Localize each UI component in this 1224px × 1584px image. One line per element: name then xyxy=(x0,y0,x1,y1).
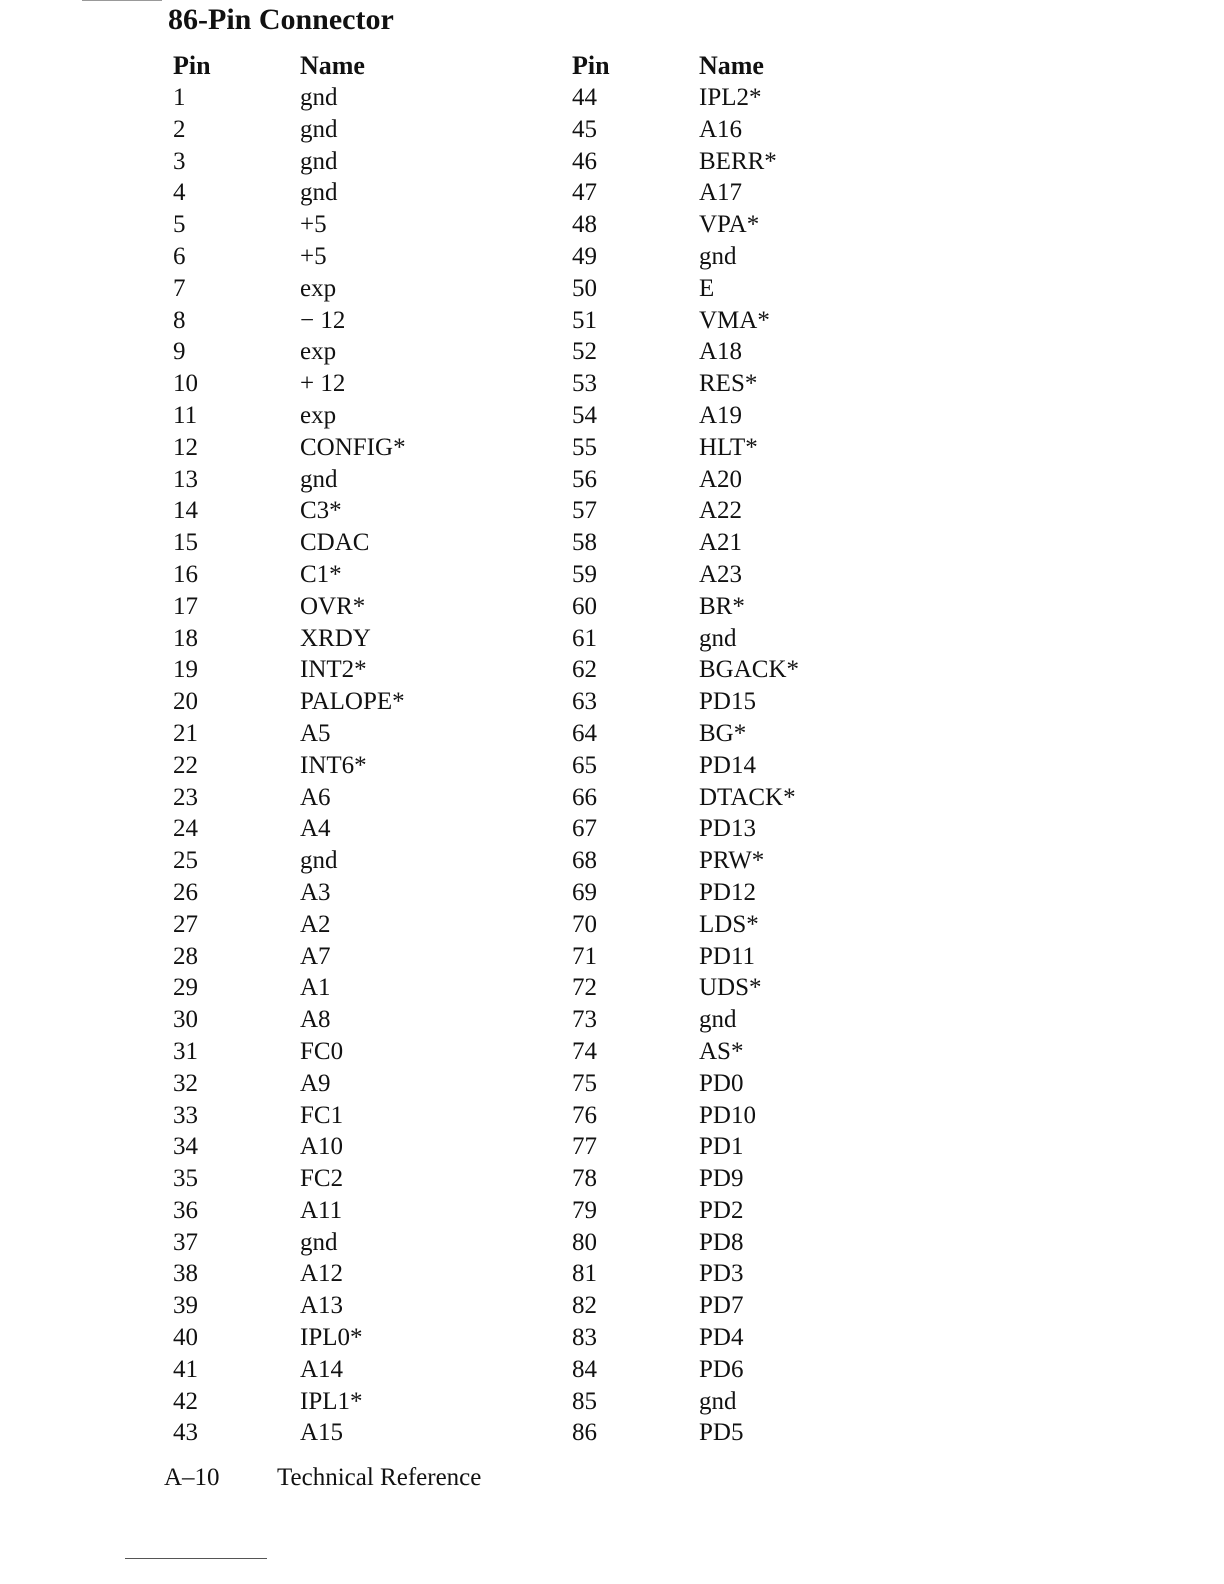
signal-name: BERR* xyxy=(699,147,777,175)
pin-number: 3 xyxy=(173,147,186,175)
pin-number: 67 xyxy=(572,815,597,843)
pin-number: 12 xyxy=(173,433,198,461)
signal-name: PD7 xyxy=(699,1292,744,1320)
pin-number: 44 xyxy=(572,84,597,111)
pin-number: 17 xyxy=(173,592,198,620)
signal-name: XRDY xyxy=(300,624,371,652)
table-row xyxy=(572,1386,952,1418)
table-row xyxy=(173,877,553,909)
pin-number: 24 xyxy=(173,815,198,843)
signal-name: +5 xyxy=(300,211,327,239)
table-row xyxy=(572,177,952,209)
pin-number: 64 xyxy=(572,719,597,747)
table-row xyxy=(572,146,952,178)
table-row xyxy=(173,1195,553,1227)
signal-name: PD4 xyxy=(699,1324,744,1352)
signal-name: A6 xyxy=(300,783,331,811)
table-row xyxy=(572,1036,952,1068)
signal-name: FC1 xyxy=(300,1101,344,1129)
signal-name: HLT* xyxy=(699,433,758,461)
signal-name: gnd xyxy=(300,1228,338,1256)
pin-number: 82 xyxy=(572,1292,597,1320)
pin-number: 23 xyxy=(173,783,198,811)
signal-name: DTACK* xyxy=(699,783,796,811)
footer-document-title: Technical Reference xyxy=(277,1464,482,1491)
footer-page-number: A–10 xyxy=(164,1464,220,1491)
signal-name: INT6* xyxy=(300,751,367,779)
name-column-header: Name xyxy=(699,51,764,80)
signal-name: PD10 xyxy=(699,1101,756,1129)
table-row xyxy=(173,400,553,432)
pin-number: 84 xyxy=(572,1355,597,1383)
signal-name: PD11 xyxy=(699,942,756,970)
signal-name: gnd xyxy=(699,1006,737,1034)
signal-name: PRW* xyxy=(699,847,765,875)
pin-number: 86 xyxy=(572,1419,597,1447)
signal-name: exp xyxy=(300,338,337,366)
table-row xyxy=(572,654,952,686)
pin-number: 77 xyxy=(572,1133,597,1161)
bottom-rule xyxy=(125,1558,267,1559)
signal-name: FC2 xyxy=(300,1165,344,1193)
pin-column-header: Pin xyxy=(173,51,211,80)
pin-number: 45 xyxy=(572,115,597,143)
table-row xyxy=(173,1227,553,1259)
signal-name: gnd xyxy=(300,465,338,493)
pin-number: 2 xyxy=(173,115,186,143)
table-row xyxy=(173,941,553,973)
signal-name: IPL1* xyxy=(300,1387,363,1415)
signal-name: OVR* xyxy=(300,592,366,620)
table-row xyxy=(572,305,952,337)
pin-number: 29 xyxy=(173,974,198,1002)
signal-name: A18 xyxy=(699,338,743,366)
pin-number: 39 xyxy=(173,1292,198,1320)
table-body-left xyxy=(173,82,553,1449)
table-row xyxy=(173,782,553,814)
pin-number: 19 xyxy=(173,656,198,684)
pin-number: 71 xyxy=(572,942,597,970)
signal-name: CDAC xyxy=(300,529,370,557)
signal-name: A1 xyxy=(300,974,331,1002)
table-row xyxy=(173,1068,553,1100)
pin-number: 5 xyxy=(173,211,186,239)
signal-name: A23 xyxy=(699,560,743,588)
signal-name: gnd xyxy=(699,624,737,652)
table-row xyxy=(572,82,952,114)
signal-name: BG* xyxy=(699,719,747,747)
signal-name: A13 xyxy=(300,1292,344,1320)
table-row xyxy=(572,432,952,464)
signal-name: gnd xyxy=(300,147,338,175)
table-row xyxy=(572,559,952,591)
table-row xyxy=(572,591,952,623)
table-row xyxy=(572,813,952,845)
table-row xyxy=(173,654,553,686)
table-row xyxy=(173,1417,553,1449)
signal-name: IPL0* xyxy=(300,1324,363,1352)
table-row xyxy=(572,114,952,146)
signal-name: gnd xyxy=(300,847,338,875)
table-row xyxy=(173,1004,553,1036)
pin-number: 48 xyxy=(572,211,597,239)
table-row xyxy=(572,941,952,973)
pin-number: 34 xyxy=(173,1133,198,1161)
pin-number: 61 xyxy=(572,624,597,652)
table-row xyxy=(572,527,952,559)
table-row xyxy=(173,813,553,845)
signal-name: INT2* xyxy=(300,656,367,684)
signal-name: A14 xyxy=(300,1355,344,1383)
pin-number: 62 xyxy=(572,656,597,684)
pin-number: 13 xyxy=(173,465,198,493)
signal-name: A8 xyxy=(300,1006,331,1034)
table-row xyxy=(572,623,952,655)
pin-number: 22 xyxy=(173,751,198,779)
table-row xyxy=(173,1258,553,1290)
signal-name: IPL2* xyxy=(699,84,762,111)
pin-number: 70 xyxy=(572,910,597,938)
signal-name: PD9 xyxy=(699,1165,744,1193)
pin-number: 26 xyxy=(173,878,198,906)
table-row xyxy=(572,241,952,273)
table-row xyxy=(173,432,553,464)
table-row xyxy=(572,1417,952,1449)
signal-name: E xyxy=(699,274,715,302)
pin-table-right xyxy=(572,50,952,1449)
pin-number: 15 xyxy=(173,529,198,557)
pin-number: 53 xyxy=(572,370,597,398)
table-row xyxy=(173,273,553,305)
table-row xyxy=(572,750,952,782)
table-row xyxy=(173,464,553,496)
pin-number: 36 xyxy=(173,1196,198,1224)
table-row xyxy=(173,1036,553,1068)
table-row xyxy=(173,305,553,337)
pin-number: 50 xyxy=(572,274,597,302)
table-row xyxy=(572,909,952,941)
table-row xyxy=(572,1004,952,1036)
pin-number: 42 xyxy=(173,1387,198,1415)
pin-number: 60 xyxy=(572,592,597,620)
table-row xyxy=(572,877,952,909)
pin-number: 83 xyxy=(572,1324,597,1352)
pin-number: 38 xyxy=(173,1260,198,1288)
pin-number: 9 xyxy=(173,338,186,366)
signal-name: BGACK* xyxy=(699,656,800,684)
signal-name: PD0 xyxy=(699,1069,744,1097)
pin-number: 10 xyxy=(173,370,198,398)
pin-number: 11 xyxy=(173,401,198,429)
table-body-right xyxy=(572,82,952,1449)
table-row xyxy=(173,591,553,623)
pin-number: 78 xyxy=(572,1165,597,1193)
table-row xyxy=(572,972,952,1004)
pin-number: 20 xyxy=(173,688,198,716)
table-row xyxy=(572,845,952,877)
pin-number: 35 xyxy=(173,1165,198,1193)
pin-number: 33 xyxy=(173,1101,198,1129)
pin-number: 74 xyxy=(572,1037,597,1065)
pin-number: 58 xyxy=(572,529,597,557)
pin-number: 76 xyxy=(572,1101,597,1129)
table-row xyxy=(572,1100,952,1132)
signal-name: VPA* xyxy=(699,211,760,239)
pin-number: 52 xyxy=(572,338,597,366)
table-row xyxy=(173,1386,553,1418)
signal-name: RES* xyxy=(699,370,758,398)
table-row xyxy=(173,368,553,400)
pin-number: 8 xyxy=(173,306,186,334)
pin-number: 51 xyxy=(572,306,597,334)
table-row xyxy=(173,114,553,146)
signal-name: A2 xyxy=(300,910,331,938)
pin-number: 54 xyxy=(572,401,597,429)
signal-name: +5 xyxy=(300,242,327,270)
signal-name: PD1 xyxy=(699,1133,744,1161)
table-row xyxy=(572,1131,952,1163)
signal-name: A11 xyxy=(300,1196,343,1224)
pin-number: 25 xyxy=(173,847,198,875)
table-row xyxy=(173,845,553,877)
pin-number: 68 xyxy=(572,847,597,875)
table-row xyxy=(173,686,553,718)
table-row xyxy=(173,972,553,1004)
pin-number: 73 xyxy=(572,1006,597,1034)
pin-number: 16 xyxy=(173,560,198,588)
table-row xyxy=(572,782,952,814)
page-title: 86-Pin Connector xyxy=(168,3,394,36)
signal-name: FC0 xyxy=(300,1037,344,1065)
table-row xyxy=(572,1227,952,1259)
pin-number: 75 xyxy=(572,1069,597,1097)
signal-name: PALOPE* xyxy=(300,688,405,716)
table-row xyxy=(173,750,553,782)
table-row xyxy=(173,1100,553,1132)
signal-name: LDS* xyxy=(699,910,759,938)
signal-name: PD13 xyxy=(699,815,756,843)
pin-number: 80 xyxy=(572,1228,597,1256)
table-row xyxy=(572,1258,952,1290)
signal-name: gnd xyxy=(300,179,338,207)
pin-number: 1 xyxy=(173,84,186,111)
table-row xyxy=(173,1131,553,1163)
pin-number: 46 xyxy=(572,147,597,175)
pin-number: 56 xyxy=(572,465,597,493)
table-row xyxy=(572,368,952,400)
pin-column-header: Pin xyxy=(572,51,610,80)
pin-number: 41 xyxy=(173,1355,198,1383)
signal-name: A7 xyxy=(300,942,331,970)
table-row xyxy=(173,623,553,655)
table-row xyxy=(572,686,952,718)
signal-name: gnd xyxy=(699,1387,737,1415)
pin-number: 40 xyxy=(173,1324,198,1352)
signal-name: PD14 xyxy=(699,751,756,779)
table-row xyxy=(173,336,553,368)
table-row xyxy=(572,273,952,305)
signal-name: PD12 xyxy=(699,878,756,906)
pin-number: 21 xyxy=(173,719,198,747)
pin-number: 49 xyxy=(572,242,597,270)
pin-number: 14 xyxy=(173,497,198,525)
pin-number: 79 xyxy=(572,1196,597,1224)
table-row xyxy=(173,909,553,941)
pin-number: 47 xyxy=(572,179,597,207)
signal-name: A3 xyxy=(300,878,331,906)
table-row xyxy=(572,1068,952,1100)
signal-name: CONFIG* xyxy=(300,433,406,461)
table-row xyxy=(572,1195,952,1227)
table-row xyxy=(173,241,553,273)
signal-name: PD8 xyxy=(699,1228,744,1256)
signal-name: A17 xyxy=(699,179,743,207)
pin-number: 6 xyxy=(173,242,186,270)
signal-name: A22 xyxy=(699,497,743,525)
table-row xyxy=(572,718,952,750)
table-row xyxy=(572,495,952,527)
table-row xyxy=(572,1290,952,1322)
signal-name: UDS* xyxy=(699,974,762,1002)
signal-name: A10 xyxy=(300,1133,344,1161)
signal-name: exp xyxy=(300,274,337,302)
pin-number: 81 xyxy=(572,1260,597,1288)
signal-name: A21 xyxy=(699,529,743,557)
signal-name: AS* xyxy=(699,1037,744,1065)
table-row xyxy=(173,1354,553,1386)
signal-name: PD3 xyxy=(699,1260,744,1288)
pin-number: 72 xyxy=(572,974,597,1002)
signal-name: exp xyxy=(300,401,337,429)
signal-name: C1* xyxy=(300,560,342,588)
signal-name: C3* xyxy=(300,497,342,525)
table-row xyxy=(173,1290,553,1322)
pin-number: 7 xyxy=(173,274,186,302)
table-row xyxy=(572,1163,952,1195)
pin-number: 28 xyxy=(173,942,198,970)
pin-number: 30 xyxy=(173,1006,198,1034)
signal-name: A5 xyxy=(300,719,331,747)
signal-name: VMA* xyxy=(699,306,770,334)
pin-number: 31 xyxy=(173,1037,198,1065)
table-row xyxy=(572,1354,952,1386)
table-row xyxy=(173,1322,553,1354)
signal-name: A19 xyxy=(699,401,743,429)
signal-name: gnd xyxy=(699,242,737,270)
pin-number: 66 xyxy=(572,783,597,811)
signal-name: BR* xyxy=(699,592,745,620)
signal-name: gnd xyxy=(300,84,338,111)
pin-number: 37 xyxy=(173,1228,198,1256)
signal-name: gnd xyxy=(300,115,338,143)
pin-number: 59 xyxy=(572,560,597,588)
pin-table-left xyxy=(173,50,553,1449)
pin-number: 43 xyxy=(173,1419,198,1447)
table-header xyxy=(173,50,553,82)
pin-number: 57 xyxy=(572,497,597,525)
table-row xyxy=(173,718,553,750)
pin-number: 85 xyxy=(572,1387,597,1415)
top-rule xyxy=(82,0,162,1)
table-row xyxy=(173,177,553,209)
table-row xyxy=(572,400,952,432)
signal-name: A12 xyxy=(300,1260,344,1288)
pin-number: 4 xyxy=(173,179,186,207)
pin-number: 32 xyxy=(173,1069,198,1097)
table-row xyxy=(173,1163,553,1195)
name-column-header: Name xyxy=(300,51,365,80)
signal-name: A15 xyxy=(300,1419,344,1447)
signal-name: PD6 xyxy=(699,1355,744,1383)
signal-name: + 12 xyxy=(300,370,346,398)
pin-number: 65 xyxy=(572,751,597,779)
signal-name: A20 xyxy=(699,465,743,493)
signal-name: A9 xyxy=(300,1069,331,1097)
table-row xyxy=(572,336,952,368)
signal-name: − 12 xyxy=(300,306,346,334)
pin-number: 69 xyxy=(572,878,597,906)
signal-name: PD5 xyxy=(699,1419,744,1447)
table-row xyxy=(173,559,553,591)
table-row xyxy=(173,495,553,527)
signal-name: A4 xyxy=(300,815,331,843)
pin-number: 55 xyxy=(572,433,597,461)
signal-name: PD15 xyxy=(699,688,756,716)
table-row xyxy=(572,464,952,496)
table-row xyxy=(173,82,553,114)
pin-number: 18 xyxy=(173,624,198,652)
table-row xyxy=(173,209,553,241)
table-row xyxy=(572,209,952,241)
pin-number: 63 xyxy=(572,688,597,716)
pin-number: 27 xyxy=(173,910,198,938)
table-header xyxy=(572,50,952,82)
table-row xyxy=(173,527,553,559)
signal-name: A16 xyxy=(699,115,743,143)
signal-name: PD2 xyxy=(699,1196,744,1224)
table-row xyxy=(173,146,553,178)
table-row xyxy=(572,1322,952,1354)
